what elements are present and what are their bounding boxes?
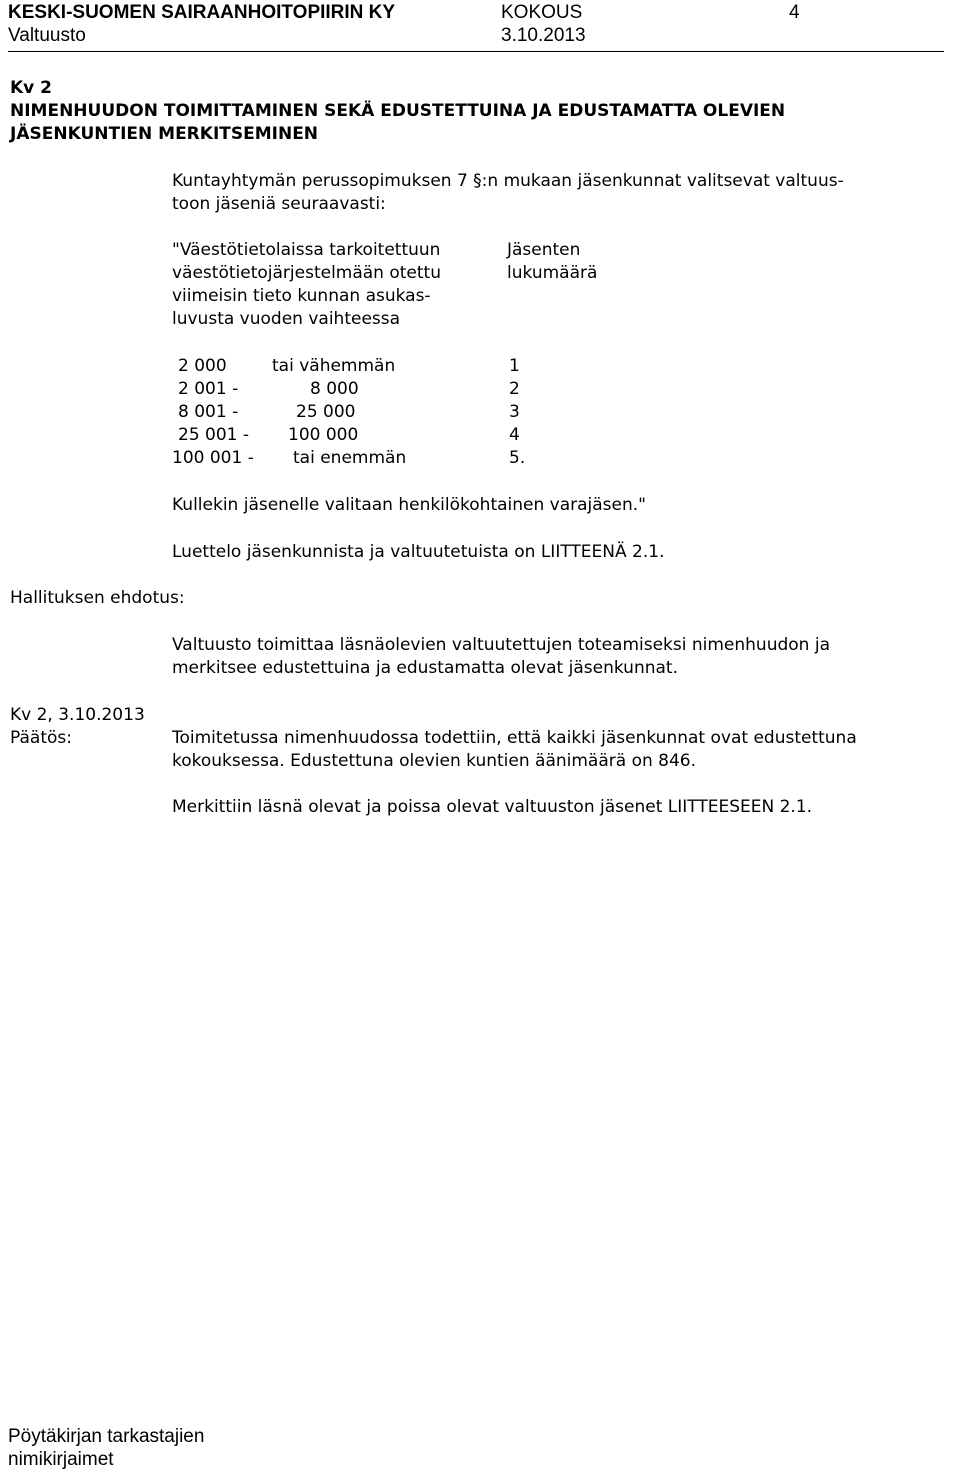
appendix-text: Luettelo jäsenkunnista ja valtuutetuista on LIITTEENÄ 2.1. xyxy=(172,542,665,562)
table-row-4-from: 25 001 - xyxy=(178,425,250,445)
table-row-1-count: 1 xyxy=(509,356,520,376)
footer-line2: nimikirjaimet xyxy=(8,1449,114,1470)
header-org: KESKI-SUOMEN SAIRAANHOITOPIIRIN KY xyxy=(8,2,396,23)
deputy-text: Kullekin jäsenelle valitaan henkilökohtainen varajäsen." xyxy=(172,495,646,515)
table-header-left-1: "Väestötietolaissa tarkoitettuun xyxy=(172,240,441,260)
header-date: 3.10.2013 xyxy=(501,25,586,46)
table-row-3-from: 8 001 - xyxy=(178,402,239,422)
table-row-2-from: 2 001 - xyxy=(178,379,239,399)
table-row-4-to: 100 000 xyxy=(288,425,359,445)
section-number: Kv 2 xyxy=(10,78,53,98)
table-row-2-to: 8 000 xyxy=(310,379,359,399)
table-header-left-4: luvusta vuoden vaihteessa xyxy=(172,309,401,329)
table-row-3-count: 3 xyxy=(509,402,520,422)
table-row-5-count: 5. xyxy=(509,448,526,468)
table-row-3-to: 25 000 xyxy=(296,402,356,422)
intro-line1: Kuntayhtymän perussopimuksen 7 §:n mukaan jäsenkunnat valitsevat valtuus- xyxy=(172,171,844,191)
decision-line2: kokouksessa. Edustettuna olevien kuntien äänimäärä on 846. xyxy=(172,751,697,771)
decision-line3: Merkittiin läsnä olevat ja poissa olevat valtuuston jäsenet LIITTEESEEN 2.1. xyxy=(172,797,813,817)
table-row-1-to: tai vähemmän xyxy=(272,356,396,376)
footer-line1: Pöytäkirjan tarkastajien xyxy=(8,1426,205,1447)
table-row-1-from: 2 000 xyxy=(178,356,227,376)
table-header-left-3: viimeisin tieto kunnan asukas- xyxy=(172,286,431,306)
header-divider xyxy=(8,51,944,52)
table-row-5-to: tai enemmän xyxy=(293,448,407,468)
header-body: Valtuusto xyxy=(8,25,86,46)
section-title-line2: JÄSENKUNTIEN MERKITSEMINEN xyxy=(10,124,319,144)
proposal-line1: Valtuusto toimittaa läsnäolevien valtuutettujen toteamiseksi nimenhuudon ja xyxy=(172,635,830,655)
decision-ref: Kv 2, 3.10.2013 xyxy=(10,705,145,725)
table-row-5-from: 100 001 - xyxy=(172,448,254,468)
decision-label: Päätös: xyxy=(10,728,72,748)
table-row-2-count: 2 xyxy=(509,379,520,399)
header-page-number: 4 xyxy=(789,2,800,23)
section-title-line1: NIMENHUUDON TOIMITTAMINEN SEKÄ EDUSTETTUINA JA EDUSTAMATTA OLEVIEN xyxy=(10,101,786,121)
table-header-right-1: Jäsenten xyxy=(507,240,581,260)
table-row-4-count: 4 xyxy=(509,425,520,445)
proposal-label: Hallituksen ehdotus: xyxy=(10,588,185,608)
intro-line2: toon jäseniä seuraavasti: xyxy=(172,194,386,214)
table-header-left-2: väestötietojärjestelmään otettu xyxy=(172,263,441,283)
header-meeting-type: KOKOUS xyxy=(501,2,583,23)
table-header-right-2: lukumäärä xyxy=(507,263,598,283)
decision-line1: Toimitetussa nimenhuudossa todettiin, että kaikki jäsenkunnat ovat edustettuna xyxy=(172,728,857,748)
proposal-line2: merkitsee edustettuina ja edustamatta olevat jäsenkunnat. xyxy=(172,658,678,678)
